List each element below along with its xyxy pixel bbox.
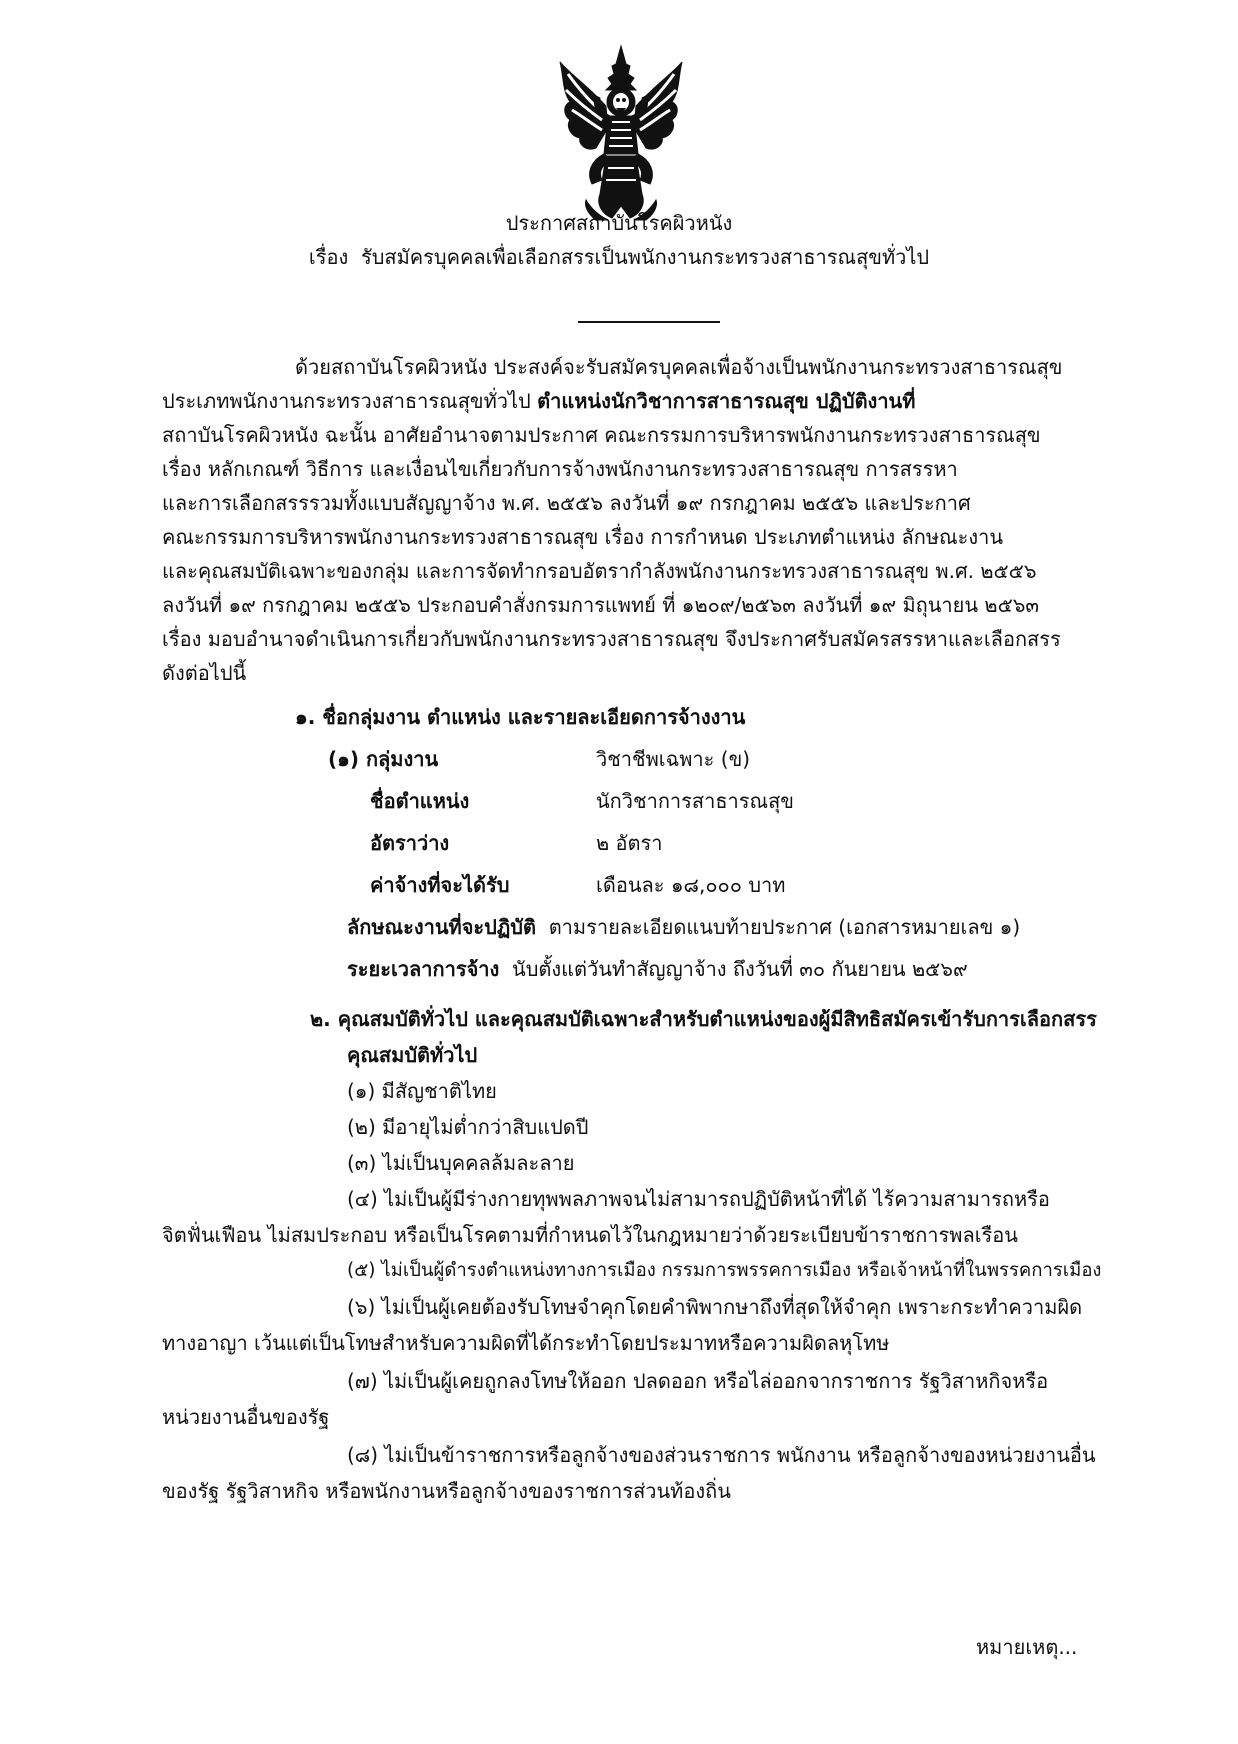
qualification-item-6-cont: ทางอาญา เว้นแต่เป็นโทษสำหรับความผิดที่ได้กระทำโดยประมาทหรือความผิดลหุโทษ [162,1331,890,1355]
document-title: ประกาศสถาบันโรคผิวหนัง [505,211,733,235]
qualification-item-8: (๘) ไม่เป็นข้าราชการหรือลูกจ้างของส่วนราชการ พนักงาน หรือลูกจ้างของหน่วยงานอื่น [347,1443,1096,1467]
row-value-3: ๒ อัตรา [596,831,663,855]
job-description-row [347,912,1020,942]
row-value-1: วิชาชีพเฉพาะ (ข) [596,747,751,771]
qualification-item-6: (๖) ไม่เป็นผู้เคยต้องรับโทษจำคุกโดยคำพิพากษาถึงที่สุดให้จำคุก เพราะกระทำความผิด [347,1295,1083,1319]
intro-line-10: ดังต่อไปนี้ [162,661,247,685]
garuda-emblem-icon [556,44,686,222]
qualification-item-1: (๑) มีสัญชาติไทย [347,1079,497,1103]
row-label-1: (๑) กลุ่มงาน [328,747,439,771]
subject-text: รับสมัครบุคคลเพื่อเลือกสรรเป็นพนักงานกระทรวงสาธารณสุขทั่วไป [360,245,930,269]
row-label-2: ชื่อตำแหน่ง [370,789,470,813]
job-label: ลักษณะงานที่จะปฏิบัติ [347,915,536,939]
period-label: ระยะเวลาการจ้าง [347,957,500,981]
qualification-item-4: (๔) ไม่เป็นผู้มีร่างกายทุพพลภาพจนไม่สามารถปฏิบัติหน้าที่ได้ ไร้ความสามารถหรือ [347,1187,1050,1211]
job-value: ตามรายละเอียดแนบท้ายประกาศ (เอกสารหมายเลข ๑) [548,915,1021,939]
qualification-item-8-cont: ของรัฐ รัฐวิสาหกิจ หรือพนักงานหรือลูกจ้างของราชการส่วนท้องถิ่น [162,1479,731,1503]
qualification-item-3: (๓) ไม่เป็นบุคคลล้มละลาย [347,1151,575,1175]
section2-subheading: คุณสมบัติทั่วไป [347,1043,478,1067]
qualification-item-7-cont: หน่วยงานอื่นของรัฐ [162,1405,330,1429]
intro-line-9: เรื่อง มอบอำนาจดำเนินการเกี่ยวกับพนักงานกระทรวงสาธารณสุข จึงประกาศรับสมัครสรรหาและเลือกสรร [162,627,1061,651]
row-label-3: อัตราว่าง [370,831,450,855]
qualification-item-4-cont: จิตฟั่นเฟือน ไม่สมประกอบ หรือเป็นโรคตามที่กำหนดไว้ในกฎหมายว่าด้วยระเบียบข้าราชการพลเรือน [162,1223,1018,1247]
intro-line-6: คณะกรรมการบริหารพนักงานกระทรวงสาธารณสุข เรื่อง การกำหนด ประเภทตำแหน่ง ลักษณะงาน [162,525,1004,549]
intro-line-7: และคุณสมบัติเฉพาะของกลุ่ม และการจัดทำกรอบอัตรากำลังพนักงานกระทรวงสาธารณสุข พ.ศ. ๒๕๕๖ [162,559,1037,583]
period-value: นับตั้งแต่วันทำสัญญาจ้าง ถึงวันที่ ๓๐ กันยายน ๒๕๖๙ [512,957,968,981]
subject-label: เรื่อง [308,245,349,269]
title-divider [578,321,720,323]
intro-line-8: ลงวันที่ ๑๙ กรกฎาคม ๒๕๕๖ ประกอบคำสั่งกรมการแพทย์ ที่ ๑๒๐๙/๒๕๖๓ ลงวันที่ ๑๙ มิถุนายน ๒๕๖๓ [162,593,1040,617]
employment-period-row [347,954,968,984]
row-label-4: ค่าจ้างที่จะได้รับ [370,873,510,897]
intro-line-4: เรื่อง หลักเกณฑ์ วิธีการ และเงื่อนไขเกี่ยวกับการจ้างพนักงานกระทรวงสาธารณสุข การสรรหา [162,457,958,481]
document-subject [0,242,1238,272]
qualification-item-5: (๕) ไม่เป็นผู้ดำรงตำแหน่งทางการเมือง กรรมการพรรคการเมือง หรือเจ้าหน้าที่ในพรรคการเมือง [347,1260,1102,1281]
row-value-2: นักวิชาการสาธารณสุข [596,789,794,813]
qualification-item-7: (๗) ไม่เป็นผู้เคยถูกลงโทษให้ออก ปลดออก หรือไล่ออกจากราชการ รัฐวิสาหกิจหรือ [347,1369,1049,1393]
continuation-note: หมายเหตุ... [976,1635,1078,1659]
intro-line-5: และการเลือกสรรรวมทั้งแบบสัญญาจ้าง พ.ศ. ๒๕๕๖ ลงวันที่ ๑๙ กรกฎาคม ๒๕๕๖ และประกาศ [162,491,971,515]
intro-line-2b: ตำแหน่งนักวิชาการสาธารณสุข ปฏิบัติงานที่ [537,389,916,413]
row-value-4: เดือนละ ๑๘,๐๐๐ บาท [596,873,786,897]
intro-line-2a: ประเภทพนักงานกระทรวงสาธารณสุขทั่วไป [162,389,531,413]
section2-heading: ๒. คุณสมบัติทั่วไป และคุณสมบัติเฉพาะสำหรับตำแหน่งของผู้มีสิทธิสมัครเข้ารับการเลือกสรร [310,1007,1097,1031]
intro-line-2 [162,386,915,416]
intro-line-1: ด้วยสถาบันโรคผิวหนัง ประสงค์จะรับสมัครบุคคลเพื่อจ้างเป็นพนักงานกระทรวงสาธารณสุข [295,355,1063,379]
intro-line-3: สถาบันโรคผิวหนัง ฉะนั้น อาศัยอำนาจตามประกาศ คณะกรรมการบริหารพนักงานกระทรวงสาธารณสุข [162,423,1041,447]
qualification-item-2: (๒) มีอายุไม่ต่ำกว่าสิบแปดปี [347,1115,589,1139]
section1-heading: ๑. ชื่อกลุ่มงาน ตำแหน่ง และรายละเอียดการจ้างงาน [295,705,746,729]
